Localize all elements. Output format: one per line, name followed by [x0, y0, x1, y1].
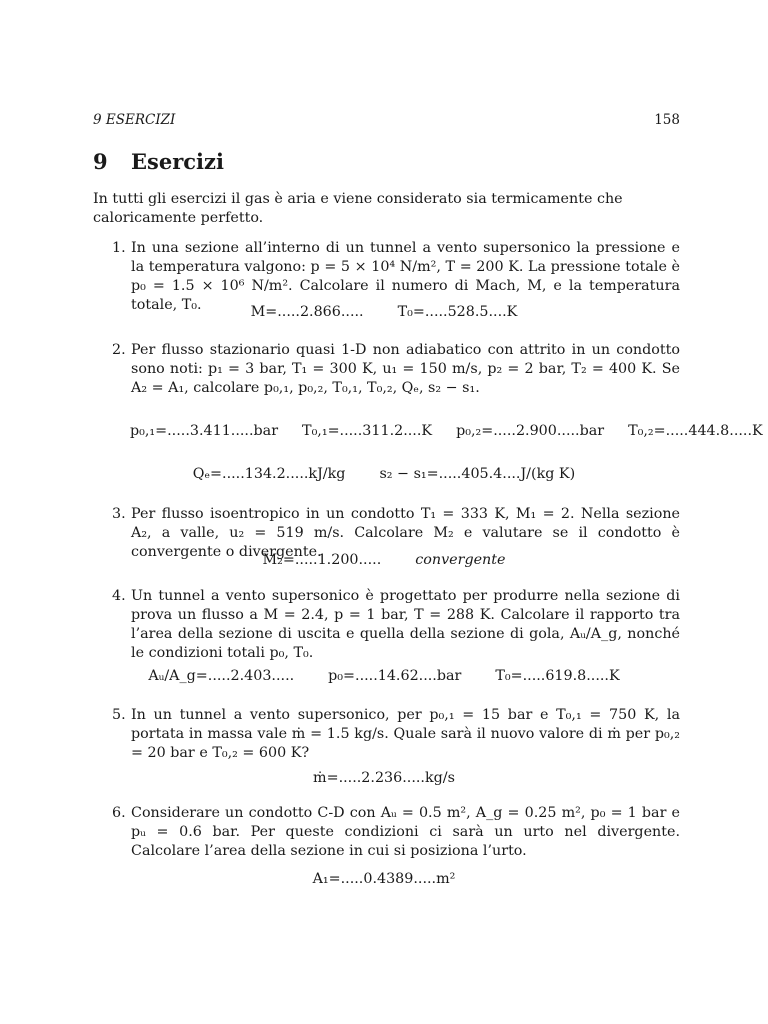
- answer-p02: p₀,₂=.....2.900.....bar: [456, 423, 605, 439]
- exercise-number: 6.: [112, 805, 126, 821]
- answer-entropy: s₂ − s₁=.....405.4....J/(kg K): [379, 466, 576, 482]
- exercise-text: In un tunnel a vento supersonico, per p₀,₁ = 15 bar e T₀,₁ = 750 K, la portata in massa vale ṁ = 1.5 kg/s. Quale sarà il nuovo valore di ṁ per p₀,₂ = 20 bar e T₀,₂ = 600 K?: [131, 707, 680, 761]
- answer-p01: p₀,₁=.....3.411.....bar: [130, 423, 279, 439]
- answer-p0: p₀=.....14.62....bar: [328, 668, 462, 684]
- exercise-number: 2.: [112, 342, 126, 358]
- answer-area-ratio: Aᵤ/A_g=.....2.403.....: [148, 668, 295, 684]
- exercise-6: [112, 804, 680, 861]
- answer-T0: T₀=.....619.8.....K: [495, 668, 620, 684]
- exercise-text: In una sezione all’interno di un tunnel a vento supersonico la pressione e la temperatura valgono: p = 5 × 10⁴ N/m², T = 200 K. La pressione totale è p₀ = 1.5 × 10⁶ N/m². Calcolare il numero di Mach, M, e la temperatura totale, T₀.: [131, 240, 680, 313]
- page-number: 158: [654, 112, 680, 128]
- exercise-number: 5.: [112, 707, 126, 723]
- exercise-5: [112, 706, 680, 763]
- exercise-1-answers: [0, 304, 768, 320]
- intro-paragraph: In tutti gli esercizi il gas è aria e viene considerato sia termicamente che caloricamente perfetto.: [93, 191, 623, 226]
- exercise-number: 4.: [112, 588, 126, 604]
- exercise-number: 3.: [112, 506, 126, 522]
- exercise-2: [112, 341, 680, 398]
- section-title: Esercizi: [131, 149, 224, 174]
- exercise-number: 1.: [112, 240, 126, 256]
- answer-total-temperature: T₀=.....528.5....K: [397, 304, 518, 320]
- exercise-text: Un tunnel a vento supersonico è progettato per produrre nella sezione di prova un flusso a M = 2.4, p = 1 bar, T = 288 K. Calcolare il rapporto tra l’area della sezione di uscita e quella della sezione di gola, Aᵤ/A_g, nonché le condizioni totali p₀, T₀.: [131, 588, 680, 661]
- answer-mass-flow: ṁ=.....2.236.....kg/s: [313, 770, 455, 786]
- exercise-4: [112, 587, 680, 663]
- exercise-text: Per flusso isoentropico in un condotto T₁ = 333 K, M₁ = 2. Nella sezione A₂, a valle, u₂ = 519 m/s. Calcolare M₂ e valutare se il condotto è convergente o divergente.: [131, 506, 680, 560]
- exercise-text: Per flusso stazionario quasi 1-D non adiabatico con attrito in un condotto sono noti: p₁ = 3 bar, T₁ = 300 K, u₁ = 150 m/s, p₂ = 2 bar, T₂ = 400 K. Se A₂ = A₁, calcolare p₀,₁, p₀,₂, T₀,₁, T₀,₂, Qₑ, s₂ − s₁.: [131, 342, 680, 396]
- exercise-2-answers-row1: [130, 423, 763, 439]
- exercise-5-answers: [0, 770, 768, 786]
- exercise-4-answers: [0, 668, 768, 684]
- exercise-2-answers-row2: [0, 466, 768, 482]
- answer-heat: Qₑ=.....134.2.....kJ/kg: [192, 466, 346, 482]
- exercise-text: Considerare un condotto C-D con Aᵤ = 0.5 m², A_g = 0.25 m², p₀ = 1 bar e pᵤ = 0.6 bar. Per queste condizioni ci sarà un urto nel divergente. Calcolare l’area della sezione in cui si posiziona l’urto.: [131, 805, 680, 859]
- section-heading: [93, 149, 224, 174]
- answer-T01: T₀,₁=.....311.2....K: [302, 423, 433, 439]
- answer-shock-area: A₁=.....0.4389.....m²: [312, 871, 456, 887]
- exercise-3-answers: [0, 552, 768, 568]
- answer-T02: T₀,₂=.....444.8.....K: [628, 423, 763, 439]
- running-header-section: 9 ESERCIZI: [93, 112, 176, 128]
- exercise-6-answers: [0, 871, 768, 887]
- answer-mach: M=.....2.866.....: [250, 304, 364, 320]
- answer-M2: M₂=.....1.200.....: [262, 552, 382, 568]
- answer-duct-type: convergente: [415, 552, 506, 568]
- section-number: 9: [93, 149, 108, 174]
